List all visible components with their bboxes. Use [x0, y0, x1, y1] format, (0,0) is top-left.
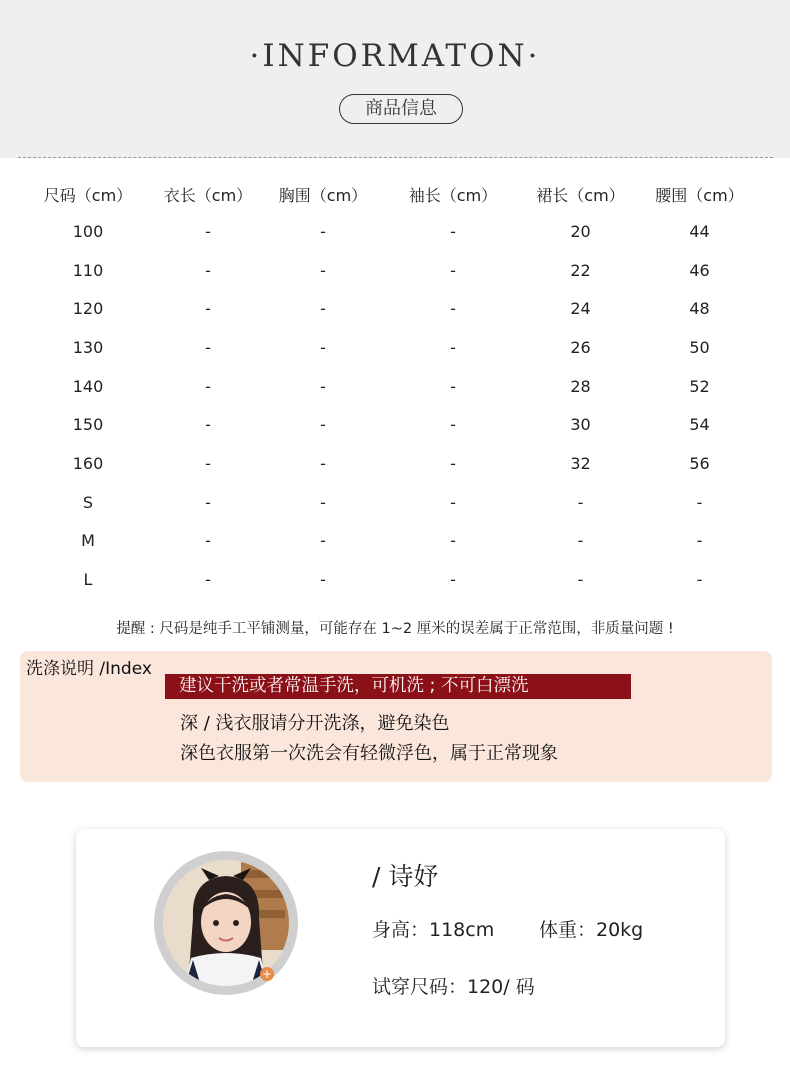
table-cell: 24 [570, 299, 591, 319]
table-cell: - [205, 570, 211, 590]
table-cell: 52 [689, 376, 710, 396]
table-cell: - [205, 376, 211, 396]
table-cell: - [205, 337, 211, 357]
header-subtitle-badge: 商品信息 [339, 94, 463, 124]
table-cell: - [320, 221, 326, 241]
column-header: 腰围（cm） [655, 185, 744, 205]
table-cell: - [320, 260, 326, 280]
table-cell: - [320, 492, 326, 512]
avatar [154, 851, 298, 995]
table-cell: - [696, 531, 703, 551]
table-row [18, 367, 773, 406]
table-cell: 100 [72, 221, 104, 241]
wash-instructions [20, 651, 772, 782]
table-cell: - [205, 531, 211, 551]
info-header [0, 0, 790, 158]
table-cell: M [81, 531, 95, 551]
table-cell: - [450, 337, 456, 357]
table-cell: - [320, 376, 326, 396]
table-cell: - [205, 453, 211, 473]
model-weight: 体重：20kg [539, 919, 644, 941]
measurement-note: 提醒 : 尺码是纯手工平铺测量，可能存在 1~2 厘米的误差属于正常范围，非质量问题 ! [116, 621, 674, 637]
table-cell: 120 [72, 299, 104, 319]
table-cell: 26 [570, 337, 591, 357]
table-cell: 150 [72, 415, 104, 435]
table-cell: 110 [72, 260, 104, 280]
table-cell: - [696, 492, 703, 512]
table-cell: - [450, 221, 456, 241]
table-cell: - [320, 570, 326, 590]
column-header: 胸围（cm） [278, 185, 368, 205]
table-row [18, 328, 773, 367]
table-cell: - [205, 260, 211, 280]
table-cell: 50 [689, 337, 710, 357]
table-cell: - [320, 299, 326, 319]
table-cell: - [450, 492, 456, 512]
column-header: 袖长（cm） [408, 185, 498, 205]
table-cell: - [450, 260, 456, 280]
column-header: 裙长（cm） [536, 185, 625, 205]
table-cell: - [577, 531, 584, 551]
table-cell: 160 [72, 453, 104, 473]
wash-title: 洗涤说明 /Index [26, 659, 152, 679]
wash-line: 深 / 浅衣服请分开洗涤，避免染色 [180, 713, 450, 734]
table-cell: 30 [570, 415, 591, 435]
table-row [18, 522, 773, 561]
table-cell: 22 [570, 260, 591, 280]
header-title: ·INFORMATON· [249, 38, 541, 74]
table-cell: - [450, 453, 456, 473]
table-header-row [18, 176, 773, 212]
dashed-divider [18, 157, 773, 158]
wash-highlight: 建议干洗或者常温手洗，可机洗 ; 不可白漂洗 [165, 674, 631, 699]
table-cell: - [577, 570, 584, 590]
table-row [18, 560, 773, 599]
table-row [18, 212, 773, 251]
table-cell: - [320, 453, 326, 473]
table-cell: - [205, 299, 211, 319]
table-cell: - [696, 570, 703, 590]
table-cell: - [320, 415, 326, 435]
table-cell: - [450, 570, 456, 590]
column-header: 尺码（cm） [43, 185, 133, 205]
table-cell: 20 [570, 221, 591, 241]
table-row [18, 444, 773, 483]
table-cell: 54 [689, 415, 710, 435]
table-cell: - [450, 299, 456, 319]
plus-icon: + [261, 967, 273, 981]
table-row [18, 405, 773, 444]
table-row [18, 483, 773, 522]
table-cell: 28 [570, 376, 591, 396]
table-cell: 130 [72, 337, 104, 357]
table-cell: - [205, 492, 211, 512]
table-row [18, 251, 773, 290]
model-height: 身高：118cm [372, 919, 495, 941]
table-cell: - [577, 492, 584, 512]
size-table [18, 176, 773, 599]
table-cell: - [205, 221, 211, 241]
model-card [76, 829, 725, 1047]
table-cell: - [320, 337, 326, 357]
table-cell: - [450, 376, 456, 396]
table-cell: 56 [689, 453, 710, 473]
table-cell: - [320, 531, 326, 551]
table-cell: L [83, 570, 93, 590]
column-header: 衣长（cm） [163, 185, 253, 205]
table-cell: 48 [689, 299, 710, 319]
table-cell: 140 [72, 376, 104, 396]
table-cell: 46 [689, 260, 710, 280]
table-cell: - [205, 415, 211, 435]
table-cell: 44 [689, 221, 710, 241]
wash-line: 深色衣服第一次洗会有轻微浮色，属于正常现象 [180, 743, 558, 764]
model-name: / 诗妤 [372, 862, 439, 891]
table-body [18, 212, 773, 599]
model-size: 试穿尺码：120/ 码 [372, 976, 535, 998]
table-cell: - [450, 531, 456, 551]
table-cell: S [82, 492, 94, 512]
table-row [18, 289, 773, 328]
table-cell: 32 [570, 453, 591, 473]
table-cell: - [450, 415, 456, 435]
